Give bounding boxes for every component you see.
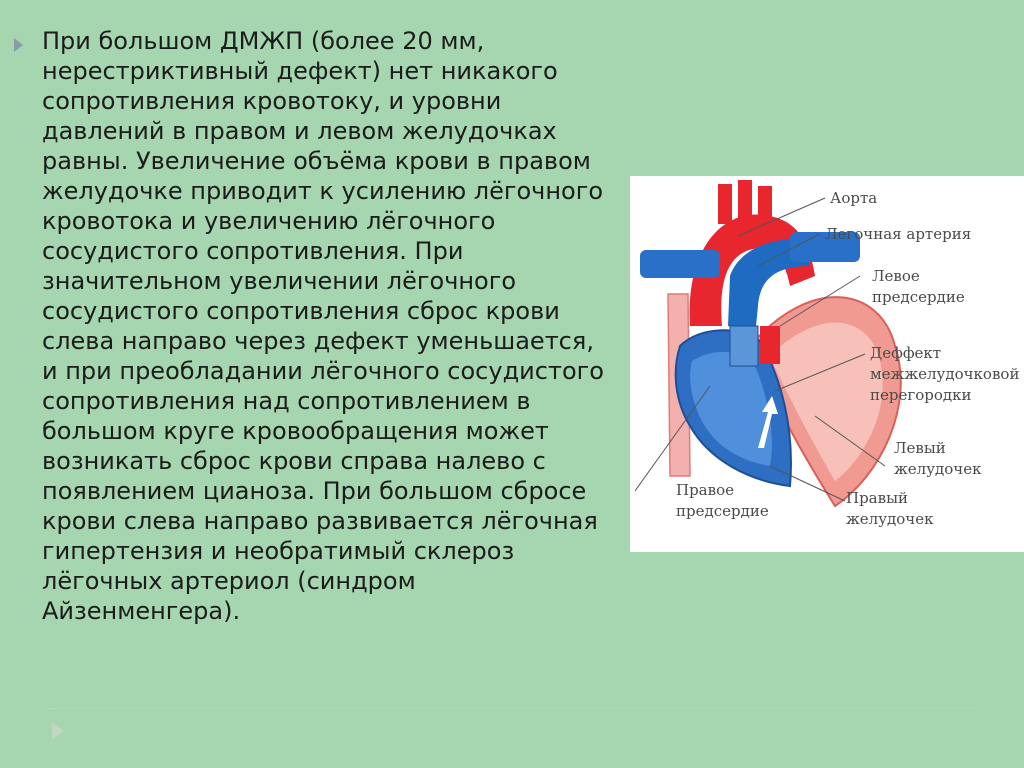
label-pulmonary-artery: Легочная артерия [825, 225, 972, 243]
label-aorta: Аорта [830, 189, 878, 207]
label-right-atrium: Правое предсердие [676, 481, 769, 520]
bullet-arrow-icon [14, 38, 23, 52]
footer-arrow-icon [52, 722, 64, 740]
label-septal-defect: Деффект межжелудочковой перегородки [870, 344, 1020, 404]
aortic-valve-tube [760, 326, 780, 364]
aorta-branch-1 [718, 184, 732, 224]
left-pulmonary-branch [640, 250, 720, 278]
pulmonary-valve-tube [730, 326, 758, 366]
footer-divider [48, 708, 976, 709]
label-right-ventricle: Правый желудочек [846, 489, 934, 528]
label-left-ventricle: Левый желудочек [894, 439, 982, 478]
slide-body-text: При большом ДМЖП (более 20 мм, нерестриктивный дефект) нет никакого сопротивления кровотоку, и уровни давлений в правом и левом желудочках равны. Увеличение объёма крови в правом желудочке приводит к усилению лёгочного кровотока и увеличению лёгочного сосудистого сопротивления. При значительном увеличении лёгочного сосудистого сопротивления сброс крови слева направо через дефект уменьшается, и при преобладании лёгочного сосудистого сопротивления над сопротивлением в большом круге кровообращения может возникать сброс крови справа налево с появлением цианоза. При большом сбросе крови слева направо развивается лёгочная гипертензия и необратимый склероз лёгочных артериол (синдром Айзенменгера). [42, 27, 604, 625]
label-left-atrium: Левое предсердие [872, 267, 965, 306]
heart-diagram [630, 176, 1024, 552]
aorta-branch-3 [758, 186, 772, 222]
aorta-branch-2 [738, 180, 752, 220]
